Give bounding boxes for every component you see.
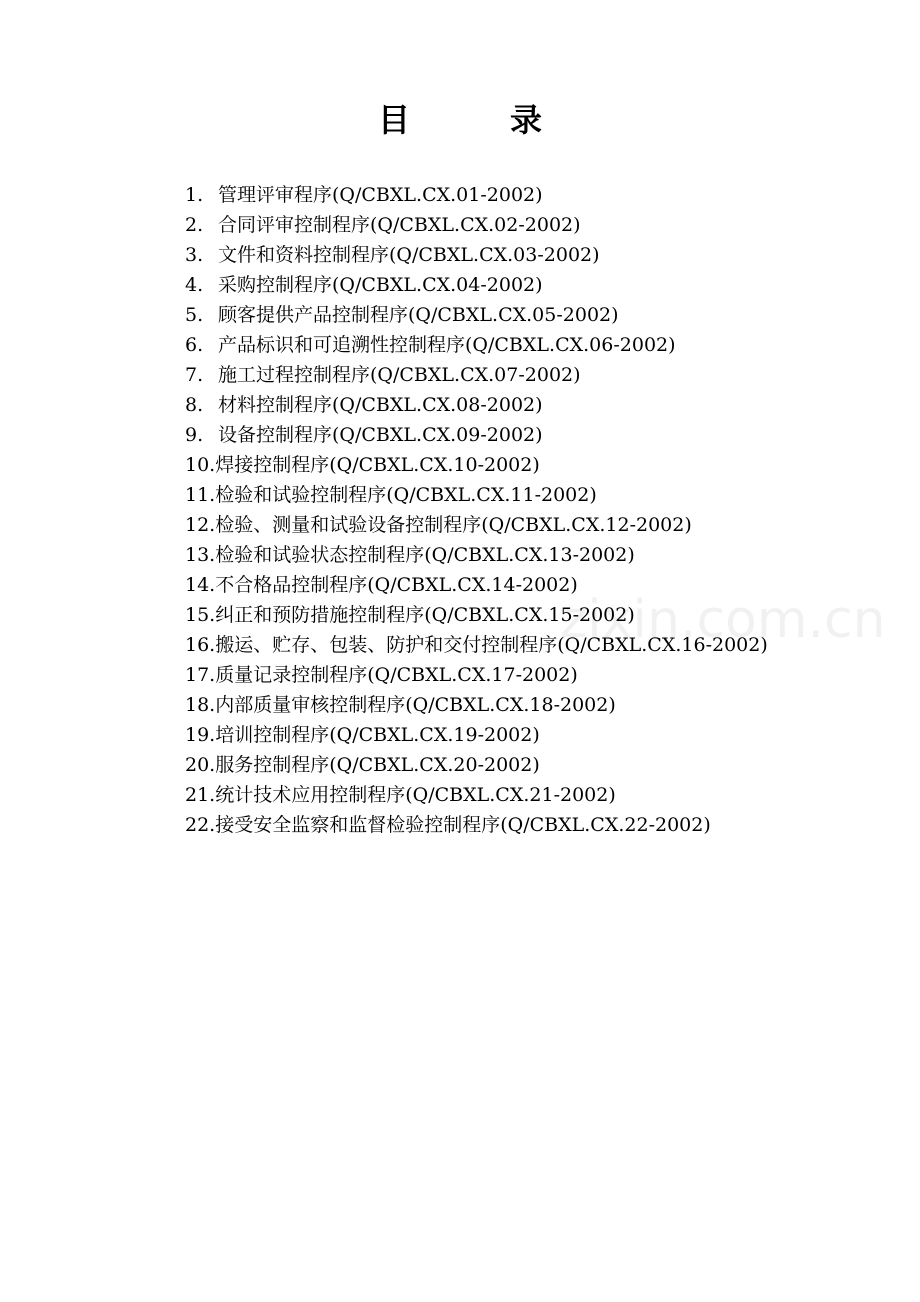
- page-title: [0, 98, 920, 142]
- toc-item-title: 搬运、贮存、包装、防护和交付控制程序(Q/CBXL.CX.16-2002): [215, 634, 768, 656]
- toc-item-title: 服务控制程序(Q/CBXL.CX.20-2002): [215, 754, 540, 776]
- toc-item-number: 22.: [185, 814, 216, 836]
- toc-item-title: 纠正和预防措施控制程序(Q/CBXL.CX.15-2002): [215, 604, 635, 626]
- toc-item[interactable]: [185, 360, 768, 390]
- toc-item-number: 1.: [185, 184, 204, 206]
- toc-item-title: 顾客提供产品控制程序(Q/CBXL.CX.05-2002): [218, 304, 619, 326]
- toc-item-number: 10.: [185, 454, 216, 476]
- toc-item-number: 6.: [185, 334, 204, 356]
- toc-item-number: 21.: [185, 784, 216, 806]
- toc-item-title: 不合格品控制程序(Q/CBXL.CX.14-2002): [215, 574, 578, 596]
- toc-item-title: 文件和资料控制程序(Q/CBXL.CX.03-2002): [218, 244, 600, 266]
- page-title-char-1: 目: [377, 101, 410, 139]
- toc-item-number: 16.: [185, 634, 216, 656]
- toc-item-number: 20.: [185, 754, 216, 776]
- toc-item-number: 18.: [185, 694, 216, 716]
- toc-item-number: 11.: [185, 484, 216, 506]
- toc-item[interactable]: [185, 420, 768, 450]
- toc-item[interactable]: [185, 720, 768, 750]
- toc-item-title: 检验和试验控制程序(Q/CBXL.CX.11-2002): [215, 484, 597, 506]
- toc-item-title: 培训控制程序(Q/CBXL.CX.19-2002): [215, 724, 540, 746]
- watermark: zixin.com.cn: [560, 590, 886, 650]
- toc-item[interactable]: [185, 210, 768, 240]
- toc-item-title: 管理评审程序(Q/CBXL.CX.01-2002): [218, 184, 543, 206]
- toc-item-title: 统计技术应用控制程序(Q/CBXL.CX.21-2002): [215, 784, 616, 806]
- toc-item-title: 焊接控制程序(Q/CBXL.CX.10-2002): [215, 454, 540, 476]
- toc-item-title: 材料控制程序(Q/CBXL.CX.08-2002): [218, 394, 543, 416]
- toc-item-title: 设备控制程序(Q/CBXL.CX.09-2002): [218, 424, 543, 446]
- toc-item[interactable]: [185, 510, 768, 540]
- toc-item[interactable]: [185, 240, 768, 270]
- toc-item-number: 15.: [185, 604, 216, 626]
- toc-item-number: 19.: [185, 724, 216, 746]
- toc-item-number: 2.: [185, 214, 204, 236]
- toc-item-title: 采购控制程序(Q/CBXL.CX.04-2002): [218, 274, 543, 296]
- toc-item[interactable]: [185, 750, 768, 780]
- toc-item[interactable]: [185, 630, 768, 660]
- toc-item[interactable]: [185, 690, 768, 720]
- toc-item-title: 内部质量审核控制程序(Q/CBXL.CX.18-2002): [215, 694, 616, 716]
- toc-item-number: 13.: [185, 544, 216, 566]
- toc-item[interactable]: [185, 600, 768, 630]
- toc-item[interactable]: [185, 300, 768, 330]
- toc-item-number: 17.: [185, 664, 216, 686]
- toc-item[interactable]: [185, 480, 768, 510]
- toc-item[interactable]: [185, 450, 768, 480]
- toc-item-number: 12.: [185, 514, 216, 536]
- toc-item[interactable]: [185, 540, 768, 570]
- toc-item-number: 8.: [185, 394, 204, 416]
- toc-item[interactable]: [185, 780, 768, 810]
- toc-item-title: 质量记录控制程序(Q/CBXL.CX.17-2002): [215, 664, 578, 686]
- toc-item[interactable]: [185, 660, 768, 690]
- toc-item[interactable]: [185, 810, 768, 840]
- toc-item-number: 3.: [185, 244, 204, 266]
- page-title-char-2: 录: [510, 101, 543, 139]
- toc-item-title: 合同评审控制程序(Q/CBXL.CX.02-2002): [218, 214, 581, 236]
- toc-item-title: 接受安全监察和监督检验控制程序(Q/CBXL.CX.22-2002): [215, 814, 711, 836]
- toc-item-number: 4.: [185, 274, 204, 296]
- toc-item-number: 9.: [185, 424, 204, 446]
- toc-item-number: 14.: [185, 574, 216, 596]
- toc-item[interactable]: [185, 270, 768, 300]
- toc-item[interactable]: [185, 390, 768, 420]
- table-of-contents: [185, 180, 768, 840]
- toc-item-number: 7.: [185, 364, 204, 386]
- toc-item[interactable]: [185, 570, 768, 600]
- toc-item-title: 检验、测量和试验设备控制程序(Q/CBXL.CX.12-2002): [215, 514, 692, 536]
- toc-item-title: 产品标识和可追溯性控制程序(Q/CBXL.CX.06-2002): [218, 334, 676, 356]
- toc-item-title: 施工过程控制程序(Q/CBXL.CX.07-2002): [218, 364, 581, 386]
- toc-item-title: 检验和试验状态控制程序(Q/CBXL.CX.13-2002): [215, 544, 635, 566]
- toc-item-number: 5.: [185, 304, 204, 326]
- toc-item[interactable]: [185, 180, 768, 210]
- toc-item[interactable]: [185, 330, 768, 360]
